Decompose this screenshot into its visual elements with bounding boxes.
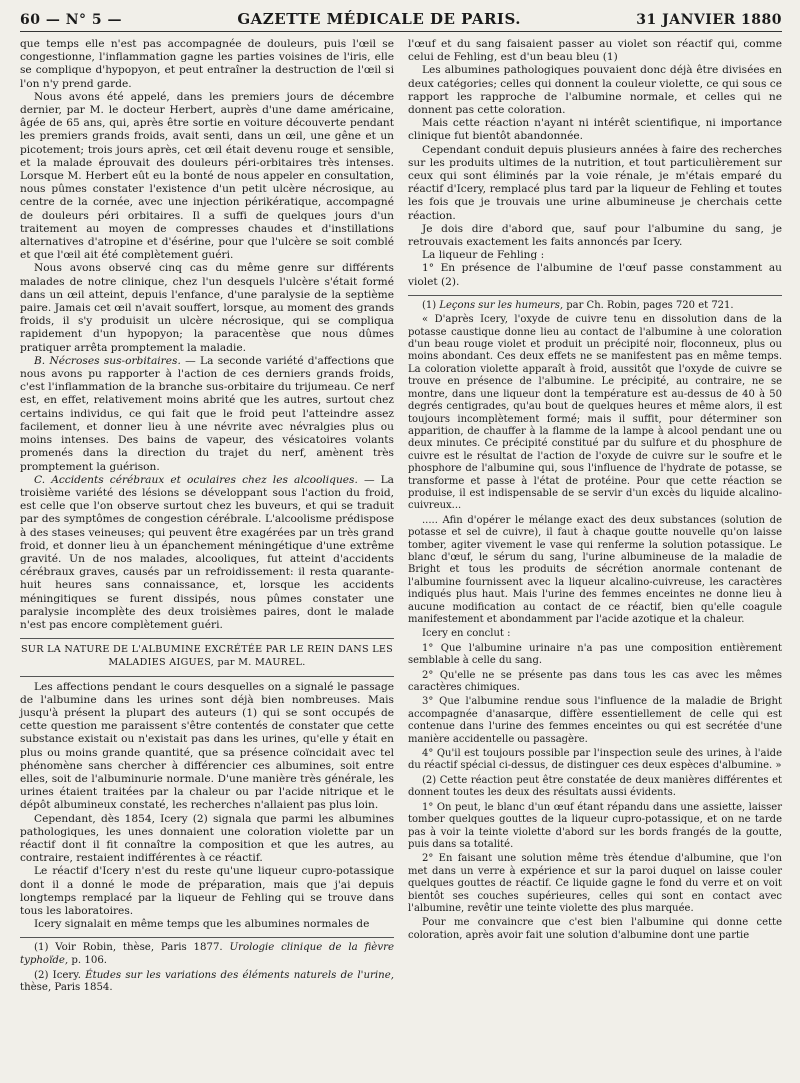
footnote-divider	[20, 937, 394, 938]
paragraph: Nous avons été appelé, dans les premiers jours de décembre dernier, par M. le docteur Herbert, auprès d'une dame américaine, âgée de 65 ans, qui, après être sortie en voiture découverte pendant les premiers grands froids, avait senti, dans un œil, une gêne et un picotement; trois jours après, cet œil était devenu rouge et sensible, et la malade éprouvait des douleurs péri-orbitaires très intenses. Lorsque M. Herbert eût eu la bonté de nous appeler en consultation, nous pûmes constater l'existence d'un petit ulcère nécrosique, au centre de la cornée, avec une injection périkératique, accompagné de douleurs péri orbitaires. Il a suffi de quelques jours d'un traitement au moyen de compresses chaudes et d'instillations alternatives d'atropine et d'ésérine, pour que l'ulcère se soit comblé et que l'œil ait été complètement guéri.	[20, 90, 394, 262]
divider	[20, 638, 394, 639]
subsection-heading: B. Nécroses sus-orbitaires. —	[34, 354, 196, 367]
footnote-quote: ..... Afin d'opérer le mélange exact des deux substances (solution de potasse et sel de cuivre), il faut à chaque goutte nouvelle qu'on laisse tomber, agiter vivement le vase qui renferme la solution potassique. Le blanc d'œuf, le sérum du sang, l'urine albumineuse de la maladie de Bright et tous les produits de sécrétion anormale contenant de l'albumine fournissent avec la liqueur alcalino-cuivreuse, les caractères indiqués plus haut. Mais l'urine des femmes enceintes ne donne lieu à aucune modification au contact de ce réactif, bien qu'elle coagule manifestement et abondamment par l'acide azotique et la chaleur.	[408, 514, 782, 626]
footnote-divider	[408, 295, 782, 296]
footnote	[20, 942, 394, 967]
footnote-title: Études sur les variations des éléments naturels de l'urine,	[85, 969, 394, 981]
paragraph: Icery signalait en même temps que les albumines normales de	[34, 918, 370, 931]
paragraph: Cependant conduit depuis plusieurs années à faire des recherches sur les produits ultimes de la nutrition, et tout particulièrement sur ceux qui sont éliminés par la voie rénale, je m'étais emparé du réactif d'Icery, remplacé plus tard par la liqueur de Fehling et toutes les fois que je trouvais une urine albumineuse je cherchais cette réaction.	[408, 143, 782, 222]
footnotes	[408, 300, 782, 942]
paragraph: Les albumines pathologiques pouvaient donc déjà être divisées en deux catégories; celles qui donnent la couleur violette, ce qui sous ce rapport les rapproche de l'albumine normale, et celles qui ne donnent pas cette coloration.	[408, 64, 782, 117]
footnote-title: Urologie clinique de la fièvre typhoïde,	[20, 942, 394, 966]
paragraph: La liqueur de Fehling :	[422, 249, 545, 262]
footnote-text: p. 106.	[68, 955, 108, 966]
paragraph: Les affections pendant le cours desquelles on a signalé le passage de l'albumine dans les urines sont déjà bien nombreuses. Mais jusqu'à présent la plupart des auteurs (1) qui se sont occupés de cette question me paraissent s'être contentés de constater que cette substance existait ou n'existait pas dans les urines, qu'elle y était en plus ou moins grande quantité, que sa présence coïncidait avec tel phénomène sans chercher à différencier ces albumines, soit entre elles, soit de l'albuminurie normale. D'une manière très générale, les urines étaient traitées par la chaleur ou par l'acide nitrique et le dépôt albumineux constaté, les recherches n'allaient pas plus loin.	[20, 680, 394, 812]
footnote-text: (2) Icery.	[34, 969, 86, 981]
paragraph: que temps elle n'est pas accompagnée de douleurs, puis l'œil se congestionne, l'inflammation gagne les parties voisines de l'iris, elle se complique d'hypopyon, et peut entraîner la destruction de l'œil si l'on n'y prend garde.	[20, 38, 394, 90]
left-column	[20, 38, 394, 997]
paragraph: Je dois dire d'abord que, sauf pour l'albumine du sang, je retrouvais exactement les faits annoncés par Icery.	[408, 222, 782, 249]
paragraph: 1° En présence de l'albumine de l'œuf passe constamment au violet (2).	[408, 262, 782, 288]
footnote: 1° On peut, le blanc d'un œuf étant répandu dans une assiette, laisser tomber quelques gouttes de la liqueur cupro-potassique, et on ne tarde pas à voir la teinte violette d'abord sur les bords frangés de la goutte, puis dans sa totalité.	[408, 801, 782, 850]
footnote-quote: 1° Que l'albumine urinaire n'a pas une composition entièrement semblable à celle du sang.	[408, 642, 782, 667]
paragraph: Cependant, dès 1854, Icery (2) signala que parmi les albumines pathologiques, les unes donnaient une coloration violette par un réactif dont il fit connaître la composition et que les autres, au contraire, restaient indifférentes à ce réactif.	[20, 812, 394, 865]
footnote-text: (1)	[422, 299, 440, 311]
article-title: SUR LA NATURE DE L'ALBUMINE EXCRÉTÉE PAR LE REIN DANS LES MALADIES AIGUES, par M. MAUREL.	[20, 644, 394, 669]
subsection-heading: C. Accidents cérébraux et oculaires chez les alcooliques. —	[34, 473, 375, 486]
footnote: 2° En faisant une solution même très étendue d'albumine, que l'on met dans un verre à expérience et sur la paroi duquel on laisse couler quelques gouttes de réactif. Ce liquide gagne le fond du verre et on voit bientôt ses couches supérieures, celles qui sont en contact avec l'albumine, revêtir une teinte violette des plus marquée.	[408, 853, 782, 914]
footnote-title: Leçons sur les humeurs,	[439, 299, 564, 311]
paragraph: l'œuf et du sang faisaient passer au violet son réactif qui, comme celui de Fehling, est d'un beau bleu (1)	[408, 38, 782, 64]
page-header	[20, 10, 782, 32]
columns	[20, 38, 782, 997]
paragraph-text: La seconde variété d'affections que nous avons pu rapporter à l'action de ces derniers grands froids, c'est l'inflammation de la branche sus-orbitaire du trijumeau. Ce nerf est, en effet, relativement moins abrité que les autres, surtout chez certains individus, ce qui fait que le froid peut l'atteindre assez facilement, et donner lieu à une névrite avec névralgies plus ou moins intenses. Des bains de vapeur, des vésicatoires volants promenés dans la direction du trajet du nerf, amènent très promptement la guérison.	[20, 354, 394, 473]
divider	[20, 676, 394, 677]
page-number: 60 — N° 5 —	[20, 12, 123, 28]
footnote: Pour me convaincre que c'est bien l'albumine qui donne cette coloration, après avoir fait une solution d'albumine dont une partie	[408, 917, 782, 941]
footnote-text: (1) Voir Robin, thèse, Paris 1877.	[34, 942, 230, 954]
paragraph	[20, 355, 394, 474]
paragraph	[20, 474, 394, 632]
footnote-quote: 4° Qu'il est toujours possible par l'inspection seule des urines, à l'aide du réactif spécial ci-dessus, de distinguer ces deux espèces d'albumine. »	[408, 748, 782, 772]
paragraph: Mais cette réaction n'ayant ni intérêt scientifique, ni importance clinique fut bientôt abandonnée.	[408, 117, 782, 143]
footnote-text: thèse, Paris 1854.	[20, 982, 113, 994]
paragraph: Nous avons observé cinq cas du même genre sur différents malades de notre clinique, chez l'un desquels l'ulcère s'était formé dans un œil atteint, depuis l'enfance, d'une paralysie de la septième paire. Jamais cet œil n'avait souffert, lorsque, au moment des grands froids, il s'y produisit un ulcère nécrosique, qui se compliqua rapidement d'un hypopyon; la paracentèse que nous dûmes pratiquer arrêta promptement la maladie.	[20, 262, 394, 354]
paragraph-text: La troisième variété des lésions se développant sous l'action du froid, est celle que l'on observe surtout chez les buveurs, et qui se traduit par des symptômes de congestion cérébrale. L'alcoolisme prédispose à des stases veineuses; qui peuvent être exagérées par un très grand froid, et donner lieu à un épanchement méningétique d'une extrême gravité. Un de nos malades, alcooliques, fut atteint d'accidents cérébraux graves, causés par un refroidissement: il resta quarante-huit heures sans connaissance, et, lorsque les accidents méningitiques se furent dissipés, nous pûmes constater une paralysie incomplète des deux troisièmes paires, dont le malade n'est pas encore complètement guéri.	[20, 473, 394, 631]
footnote-quote: « D'après Icery, l'oxyde de cuivre tenu en dissolution dans de la potasse caustique donne lieu au contact de l'albumine à une coloration d'un beau rouge violet et produit un précipité noir, floconneux, plus ou moins abondant. Ces deux effets ne se manifestent pas en même temps. La coloration violette apparaît à froid, aussitôt que l'oxyde de cuivre se trouve en présence de l'albumine. Le précipité, au contraire, ne se montre, dans une liqueur dont la température est au-dessus de 40 à 50 degrés centigrades, qu'au bout de quelques heures et même alors, il est toujours incomplètement formé; mais il suffit, pour déterminer son apparition, de chauffer à la flamme de la lampe à alcool pendant une ou deux minutes. Ce précipité constitué par du sulfure et du phosphure de cuivre est le résultat de l'action de l'oxyde de cuivre sur le soufre et le phosphore de l'albumine qui, sous l'influence de l'hydrate de potasse, se transforme et passe à l'état de protéine. Pour que cette réaction se produise, il est indispensable de se servir d'un excès du liquide alcalino-cuivreux...	[408, 314, 782, 512]
footnote: (2) Cette réaction peut être constatée de deux manières différentes et donnent toutes les deux des résultats aussi évidents.	[408, 774, 782, 799]
paragraph: Le réactif d'Icery n'est du reste qu'une liqueur cupro-potassique dont il a donné le mode de préparation, mais que j'ai depuis longtemps remplacé par la liqueur de Fehling qui se trouve dans tous les laboratoires.	[20, 865, 394, 917]
footnote-quote: Icery en conclut :	[422, 628, 511, 640]
footnote-quote: 3° Que l'albumine rendue sous l'influence de la maladie de Bright accompagnée d'anasarque, diffère essentiellement de celle qui est contenue dans l'urine des femmes enceintes ou qui est secrétée d'une manière accidentelle ou passagère.	[408, 696, 782, 745]
issue-date: 31 JANVIER 1880	[636, 12, 782, 28]
journal-title: GAZETTE MÉDICALE DE PARIS.	[237, 10, 521, 28]
footnote-quote: 2° Qu'elle ne se présente pas dans tous les cas avec les mêmes caractères chimiques.	[408, 669, 782, 694]
footnote	[408, 300, 782, 312]
footnote	[20, 970, 394, 995]
footnotes	[20, 942, 394, 994]
right-column	[408, 38, 782, 997]
footnote-text: par Ch. Robin, pages 720 et 721.	[563, 299, 734, 311]
